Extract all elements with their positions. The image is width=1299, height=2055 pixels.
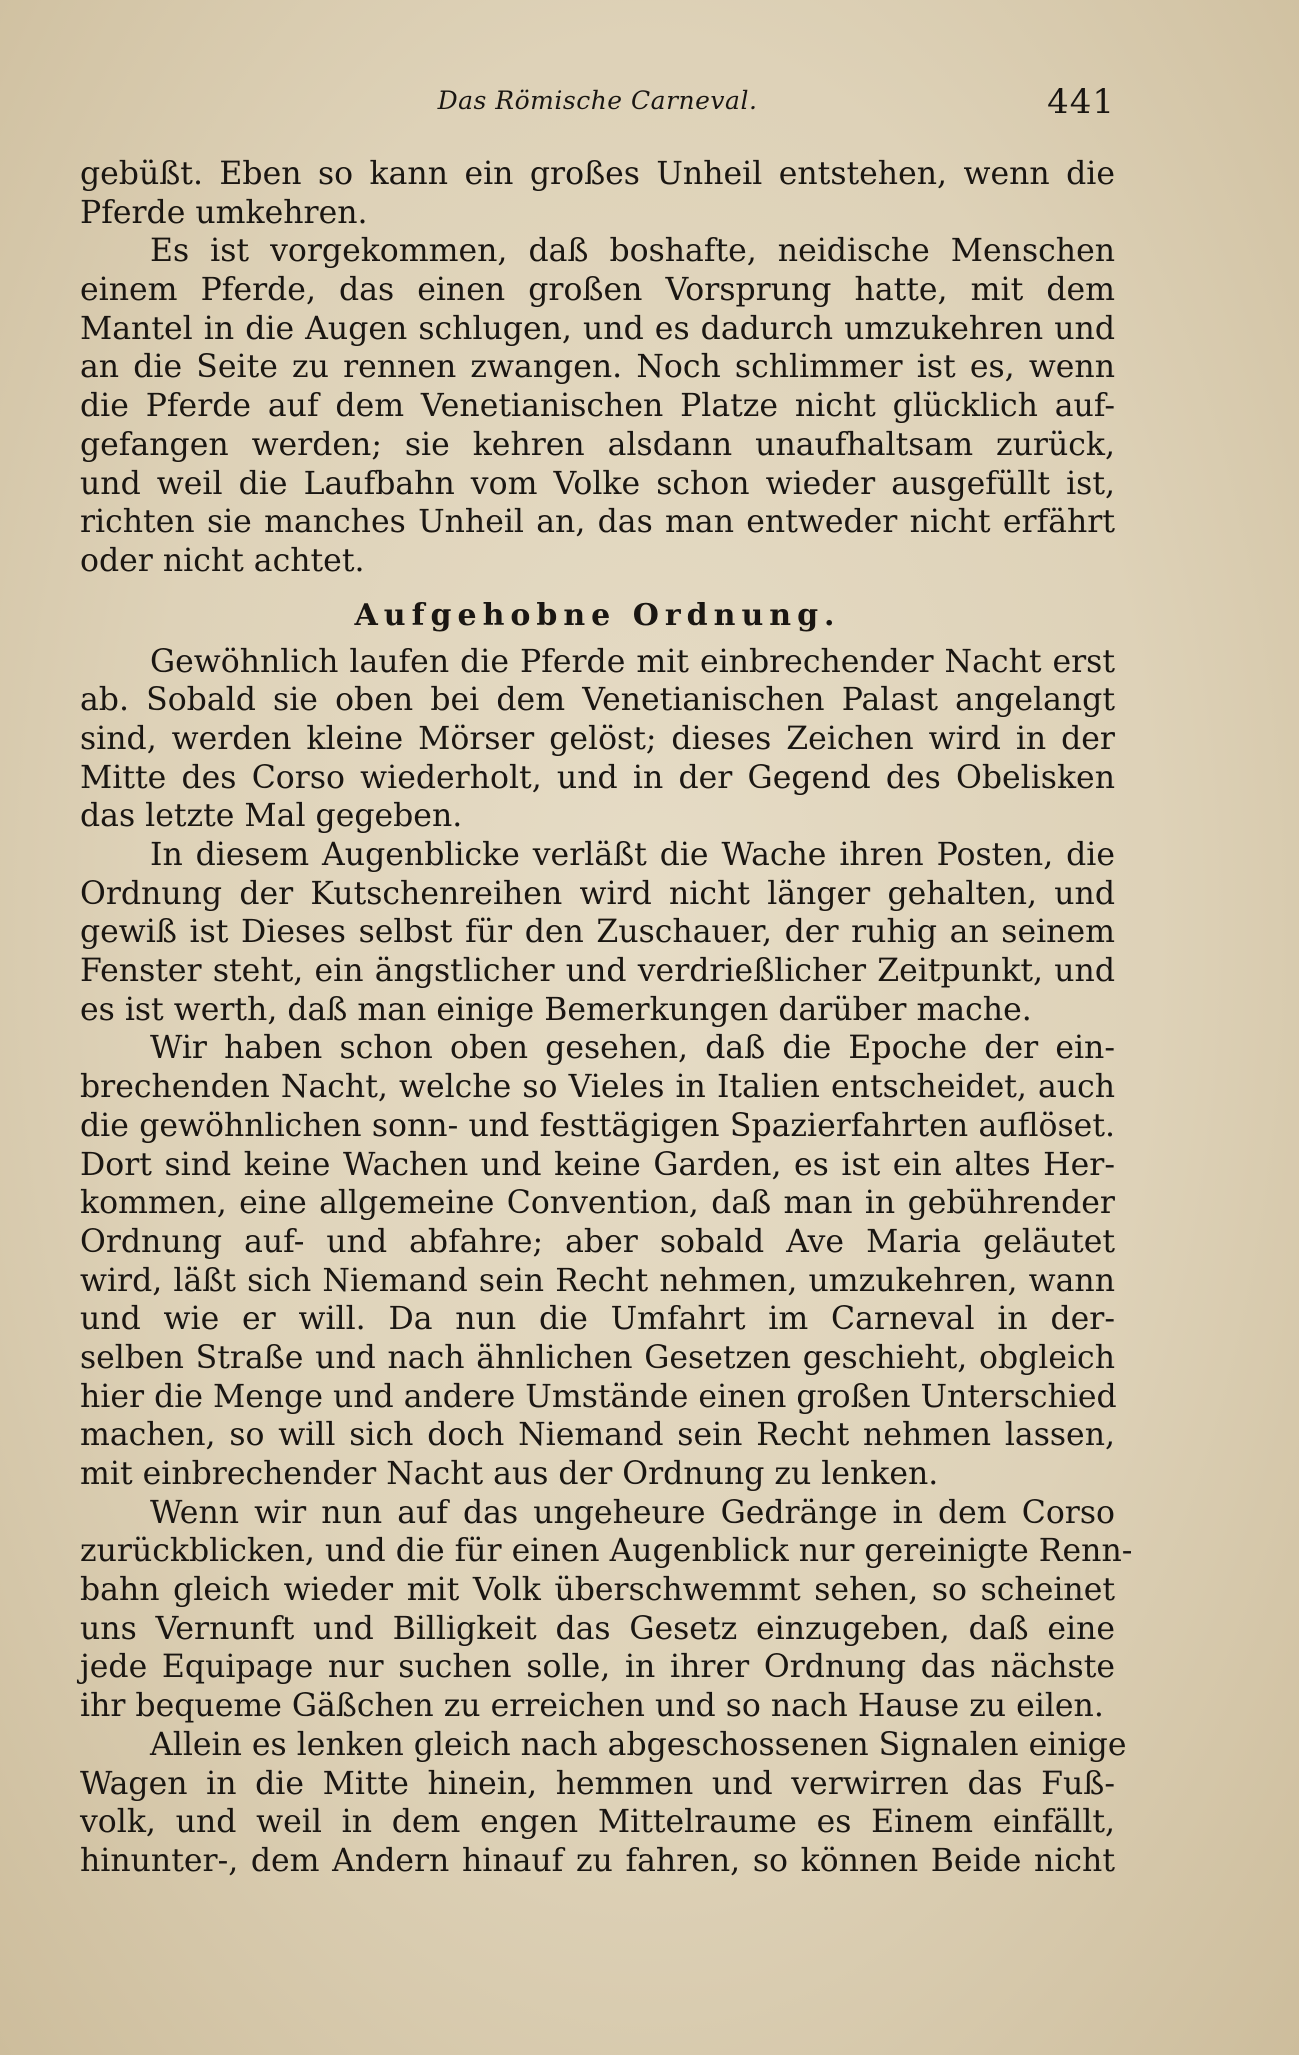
running-title: Das Römische Carneval. (437, 86, 758, 115)
text-line: hier die Menge und andere Umstände einen großen Unterschied (80, 1378, 1117, 1415)
text-line: Es ist vorgekommen, daß boshafte, neidische Menschen (150, 233, 1115, 270)
paragraph (80, 232, 1115, 580)
text-line: gewiß ist Dieses selbst für den Zuschauer, der ruhig an seinem (80, 914, 1115, 951)
text-line: es ist werth, daß man einige Bemerkungen darüber mache. (80, 991, 1032, 1028)
paragraph (80, 836, 1115, 1029)
text-line: und wie er will. Da nun die Umfahrt im Carneval in der- (80, 1301, 1115, 1338)
text-line: selben Straße und nach ähnlichen Gesetzen geschieht, obgleich (80, 1339, 1115, 1376)
text-line: Dort sind keine Wachen und keine Garden, es ist ein altes Her- (80, 1146, 1115, 1183)
text-line: gefangen werden; sie kehren alsdann unaufhaltsam zurück, (80, 426, 1115, 463)
text-line: einem Pferde, das einen großen Vorsprung hatte, mit dem (80, 272, 1115, 309)
paragraph (80, 1029, 1115, 1493)
text-line: ab. Sobald sie oben bei dem Venetianischen Palast angelangt (80, 682, 1115, 719)
text-line: Pferde umkehren. (80, 194, 368, 231)
text-line: gebüßt. Eben so kann ein großes Unheil entstehen, wenn die (80, 156, 1115, 192)
text-line: uns Vernunft und Billigkeit das Gesetz einzugeben, daß eine (80, 1610, 1115, 1647)
text-line: Mantel in die Augen schlugen, und es dadurch umzukehren und (80, 310, 1115, 347)
paragraph (80, 155, 1115, 232)
text-line: hinunter-, dem Andern hinauf zu fahren, so können Beide nicht (80, 1842, 1115, 1879)
text-line: brechenden Nacht, welche so Vieles in Italien entscheidet, auch (80, 1069, 1115, 1106)
text-line: sind, werden kleine Mörser gelöst; dieses Zeichen wird in der (80, 720, 1115, 757)
text-line: richten sie manches Unheil an, das man entweder nicht erfährt (80, 504, 1115, 541)
text-line: In diesem Augenblicke verläßt die Wache ihren Posten, die (150, 837, 1115, 873)
text-line: Wenn wir nun auf das ungeheure Gedränge in dem Corso (150, 1494, 1115, 1531)
section-heading: Aufgehobne Ordnung. (354, 597, 841, 633)
text-line: oder nicht achtet. (80, 542, 365, 579)
text-line: Mitte des Corso wiederholt, und in der Gegend des Obelisken (80, 759, 1115, 796)
body-text (80, 155, 1133, 1881)
text-line: Allein es lenken gleich nach abgeschossenen Signalen einige (150, 1726, 1127, 1763)
text-line: Wir haben schon oben gesehen, daß die Epoche der ein- (150, 1030, 1115, 1067)
text-line: jede Equipage nur suchen solle, in ihrer Ordnung das nächste (80, 1649, 1115, 1686)
text-line: mit einbrechender Nacht aus der Ordnung zu lenken. (80, 1456, 939, 1492)
paragraph (80, 1726, 1127, 1881)
text-line: Ordnung der Kutschenreihen wird nicht länger gehalten, und (80, 875, 1115, 912)
text-line: bahn gleich wieder mit Volk überschwemmt sehen, so scheinet (80, 1572, 1115, 1609)
text-line: die Pferde auf dem Venetianischen Platze nicht glücklich auf- (80, 388, 1115, 425)
paragraph (80, 643, 1115, 836)
page-number: 441 (1047, 82, 1115, 122)
text-line: kommen, eine allgemeine Convention, daß man in gebührender (80, 1185, 1115, 1222)
text-line: die gewöhnlichen sonn- und festtägigen Spazierfahrten auflöset. (80, 1107, 1115, 1144)
text-line: machen, so will sich doch Niemand sein Recht nehmen lassen, (80, 1417, 1115, 1454)
text-line: Gewöhnlich laufen die Pferde mit einbrechender Nacht erst (150, 643, 1115, 680)
text-line: volk, und weil in dem engen Mittelraume es Einem einfällt, (80, 1804, 1115, 1841)
text-line: das letzte Mal gegeben. (80, 798, 463, 835)
text-line: Wagen in die Mitte hinein, hemmen und verwirren das Fuß- (80, 1765, 1115, 1802)
text-line: zurückblicken, und die für einen Augenblick nur gereinigte Renn- (80, 1533, 1133, 1570)
text-line: wird, läßt sich Niemand sein Recht nehmen, umzukehren, wann (80, 1262, 1115, 1299)
paragraph (80, 1494, 1133, 1726)
text-line: und weil die Laufbahn vom Volke schon wieder ausgefüllt ist, (80, 465, 1115, 502)
text-line: an die Seite zu rennen zwangen. Noch schlimmer ist es, wenn (80, 349, 1115, 386)
text-line: Ordnung auf- und abfahre; aber sobald Ave Maria geläutet (80, 1223, 1115, 1260)
text-line: ihr bequeme Gäßchen zu erreichen und so nach Hause zu eilen. (80, 1688, 1104, 1725)
running-head (80, 82, 1115, 122)
text-line: Fenster steht, ein ängstlicher und verdrießlicher Zeitpunkt, und (80, 953, 1115, 990)
